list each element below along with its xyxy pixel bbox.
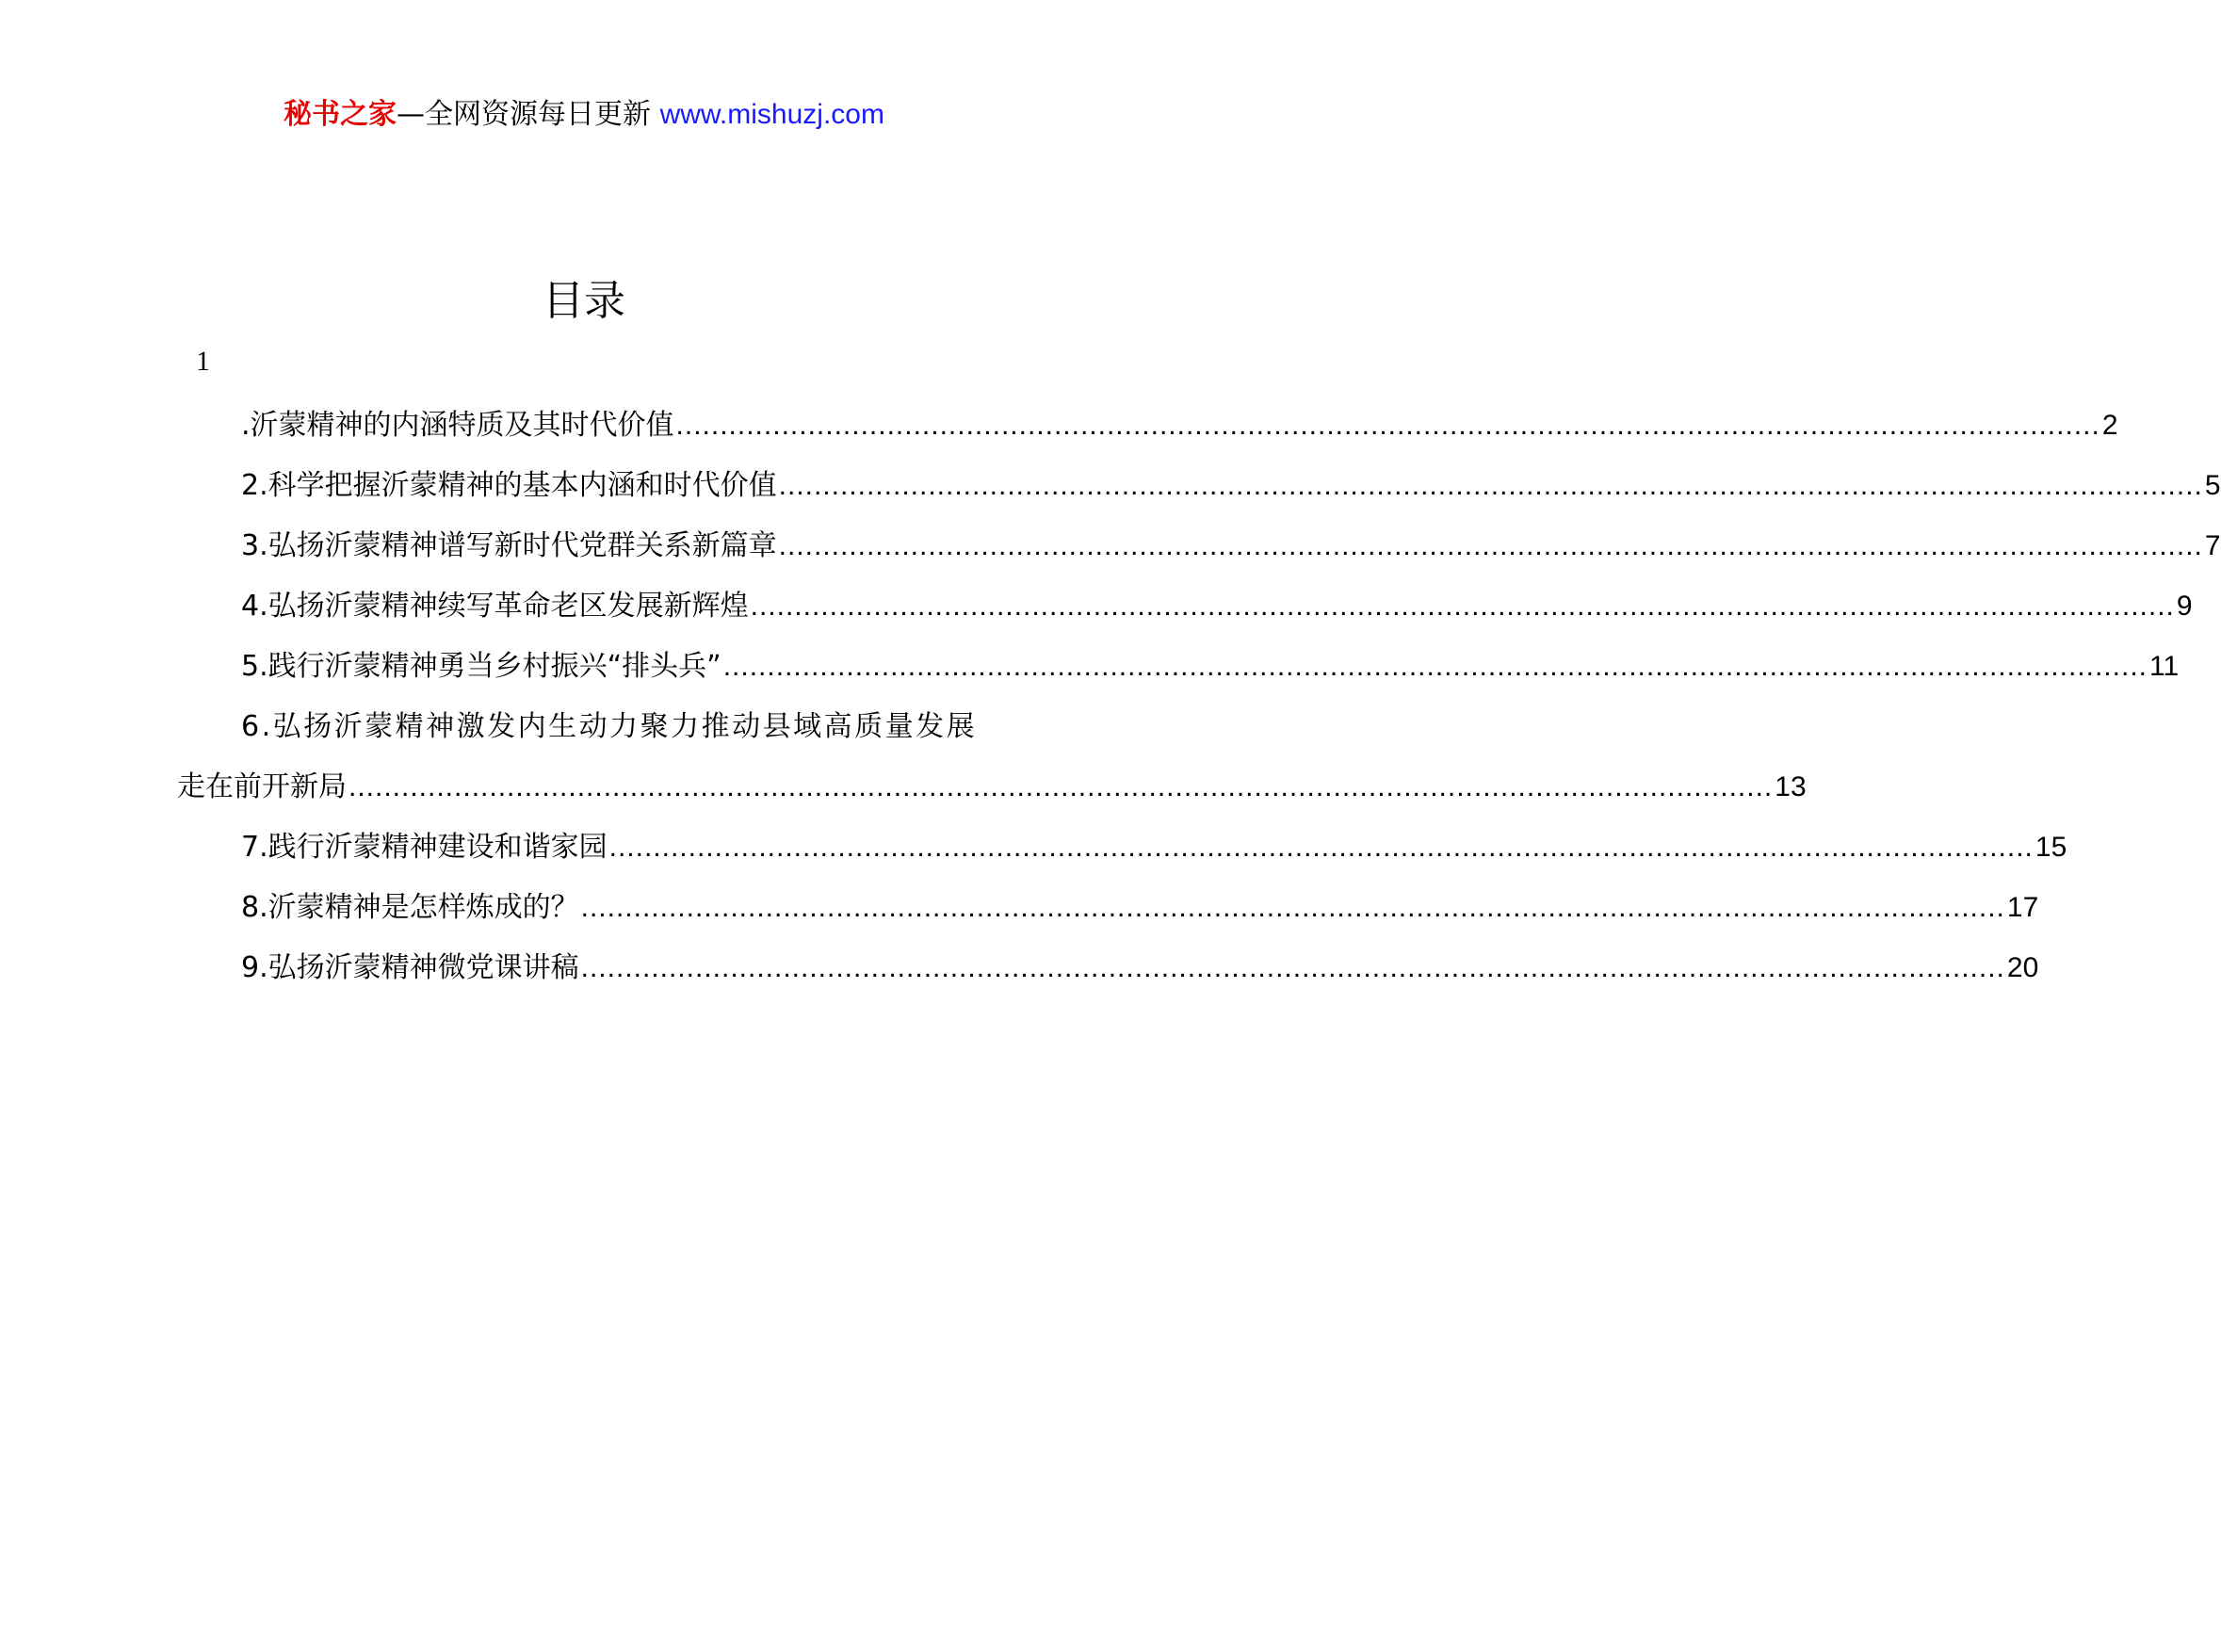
dot-leader: .................................................................................................................................................................. bbox=[580, 892, 2005, 923]
toc-entry-label: 7.践行沂蒙精神建设和谐家园 bbox=[241, 831, 608, 864]
dot-leader: .................................................................................................................................................................. bbox=[608, 832, 2034, 863]
dot-leader: .................................................................................................................................................................. bbox=[675, 410, 2100, 441]
dot-leader: .................................................................................................................................................................. bbox=[722, 651, 2148, 682]
toc-entry-label: 8.沂蒙精神是怎样炼成的？ bbox=[241, 891, 579, 924]
dot-leader: .................................................................................................................................................................. bbox=[778, 470, 2203, 501]
dot-leader: .................................................................................................................................................................. bbox=[750, 591, 2175, 622]
toc-entry-page: 2 bbox=[2101, 410, 2118, 441]
toc-entry-6-line2[interactable] bbox=[177, 757, 1807, 818]
stray-number: 1 bbox=[196, 346, 210, 377]
toc-entry-page: 5 bbox=[2204, 470, 2221, 501]
toc-entry-page: 13 bbox=[1775, 771, 1807, 802]
toc-entry-5[interactable] bbox=[177, 637, 2180, 697]
toc-entry-6-line1[interactable] bbox=[177, 697, 989, 757]
toc-title: 目录 bbox=[543, 277, 625, 325]
toc-entry-label: 走在前开新局 bbox=[177, 770, 347, 803]
header-tagline: —全网资源每日更新 bbox=[397, 98, 652, 131]
toc-entry-label: .沂蒙精神的内涵特质及其时代价值 bbox=[241, 409, 674, 442]
toc-entry-3[interactable] bbox=[177, 516, 2221, 576]
dot-leader: .................................................................................................................................................................. bbox=[580, 952, 2005, 983]
toc-entry-9[interactable] bbox=[177, 938, 2039, 998]
toc-entry-1[interactable] bbox=[177, 396, 2118, 456]
toc-entry-label: 9.弘扬沂蒙精神微党课讲稿 bbox=[241, 951, 579, 984]
toc-entry-page: 15 bbox=[2035, 832, 2067, 863]
toc-entry-label: 2.科学把握沂蒙精神的基本内涵和时代价值 bbox=[241, 469, 777, 502]
toc-entry-page: 9 bbox=[2176, 591, 2193, 622]
site-header bbox=[0, 94, 1168, 136]
toc-entry-label: 6.弘扬沂蒙精神激发内生动力聚力推动县域高质量发展 bbox=[241, 710, 978, 743]
table-of-contents bbox=[177, 396, 2221, 998]
toc-entry-page: 20 bbox=[2006, 952, 2039, 983]
toc-entry-label: 4.弘扬沂蒙精神续写革命老区发展新辉煌 bbox=[241, 590, 749, 623]
site-link[interactable]: www.mishuzj.com bbox=[659, 99, 884, 130]
toc-entry-4[interactable] bbox=[177, 576, 2193, 637]
toc-entry-7[interactable] bbox=[177, 818, 2067, 878]
toc-entry-label: 3.弘扬沂蒙精神谱写新时代党群关系新篇章 bbox=[241, 529, 777, 562]
dot-leader: .................................................................................................................................................................. bbox=[349, 771, 1774, 802]
brand-name: 秘书之家 bbox=[284, 98, 397, 131]
toc-entry-page: 17 bbox=[2006, 892, 2039, 923]
toc-entry-page: 11 bbox=[2148, 651, 2180, 682]
toc-entry-page: 7 bbox=[2204, 530, 2221, 561]
dot-leader: .................................................................................................................................................................. bbox=[778, 530, 2203, 561]
toc-entry-8[interactable] bbox=[177, 878, 2039, 938]
toc-entry-label: 5.践行沂蒙精神勇当乡村振兴“排头兵” bbox=[241, 650, 721, 683]
toc-entry-2[interactable] bbox=[177, 456, 2221, 516]
